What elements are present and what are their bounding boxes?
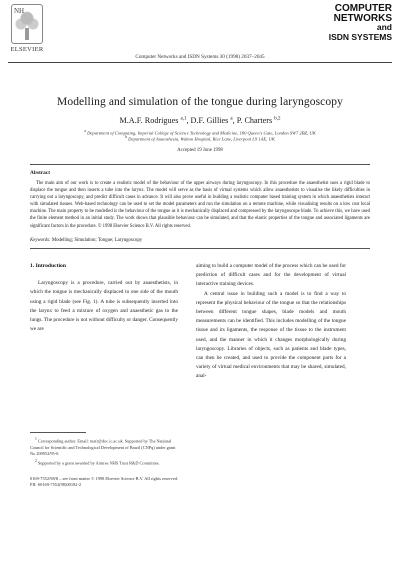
affiliation bbox=[30, 135, 370, 142]
abstract-top-rule bbox=[30, 164, 370, 165]
issn-block bbox=[30, 476, 290, 488]
journal-citation: Computer Networks and ISDN Systems 30 (1998) 2037–2045 bbox=[135, 54, 265, 60]
elsevier-logo-text: ELSEVIER bbox=[10, 46, 44, 53]
footnote bbox=[30, 436, 178, 457]
section-heading: 1. Introduction bbox=[30, 263, 66, 269]
pii-line: PII: S0169-7552(98)00182-2 bbox=[30, 482, 82, 488]
journal-logo bbox=[306, 4, 392, 42]
affiliation-mark: a bbox=[84, 129, 86, 133]
affiliation-mark: b bbox=[125, 135, 127, 139]
abstract-bottom-rule bbox=[30, 248, 370, 249]
keywords-label: Keywords: bbox=[30, 238, 51, 243]
article-title: Modelling and simulation of the tongue during laryngoscopy bbox=[57, 96, 343, 108]
body-paragraph: A central issue in building such a model is to find a way to represent the physical behaviour of the tongue so that the relationships between different tongue shapes, blade models and mouth measurements can be identified. This includes modelling of the tongue tissue and its ligaments, the response of the tissue to the instrument used, and the manner in which it changes morphologically during laryngoscopy. Libraries of objects, such as patients and blade types, can then be created, and used to provide the component parts for a variety of virtual medical environments that may be shared, simulated, anal- bbox=[196, 290, 346, 380]
elsevier-logo bbox=[8, 4, 46, 53]
journal-logo-line-3: and bbox=[376, 22, 392, 32]
keywords-list: Modelling; Simulation; Tongue; Laryngoscopy bbox=[51, 238, 143, 243]
footnote bbox=[30, 458, 178, 467]
issn-line: 0169-7552/98/$ – see front matter © 1998 Elsevier Science B.V. All rights reserved. bbox=[30, 476, 178, 481]
abstract-heading: Abstract bbox=[30, 170, 51, 176]
footnote-text: Corresponding author. Email: mafr@doc.ic.ac.uk. Supported by The National Council for Scientific and Technological Development of Brazil (CNPq) under grant No 200952/95-0. bbox=[30, 438, 176, 456]
footnote-rule bbox=[30, 432, 86, 433]
elsevier-tree-icon bbox=[11, 4, 43, 44]
affiliation-text: Department of Anaesthesia, Walton Hospital, Rice Lane, Liverpool L9 1AE, UK bbox=[128, 136, 275, 142]
left-column bbox=[30, 262, 178, 334]
body-paragraph: Laryngoscopy is a procedure, carried out by anaesthetists, in which the tongue is mechanically displaced to one side of the mouth using a rigid blade (see Fig. 1). A tube is subsequently inserted into the larynx to feed a mixture of oxygen and anaesthetic gas to the lungs. The procedure is not without difficulty or danger. Consequently we are bbox=[30, 280, 178, 333]
author-name: P. Charters bbox=[236, 116, 273, 125]
journal-logo-line-1: COMPUTER bbox=[334, 3, 392, 14]
author-affil-mark: b,2 bbox=[274, 116, 281, 122]
journal-logo-line-4: ISDN SYSTEMS bbox=[328, 31, 392, 42]
author-affil-mark: a,1 bbox=[180, 116, 187, 122]
author-name: M.A.F. Rodrigues bbox=[119, 116, 179, 125]
nh-mark: NH bbox=[14, 7, 25, 15]
affiliation-text: Department of Computing, Imperial College of Science Technology and Medicine, 180 Queen's Gate, London SW7 2BZ, UK bbox=[87, 130, 316, 136]
footnotes bbox=[30, 436, 178, 467]
journal-logo-line-2: NETWORKS bbox=[333, 12, 392, 24]
footnote-mark: 1 bbox=[35, 437, 37, 441]
footnote-mark: 2 bbox=[35, 458, 37, 463]
abstract-body: The main aim of our work is to create a realistic model of the behaviour of the upper airways during laryngoscopy. In this procedure the anaesthetist uses a rigid blade to displace the tongue and then inserts a tube into the larynx. The model will serve as the basis of virtual systems which allow anaesthetists to visualise the likely difficulties in carrying out a laryngoscopy, and predict difficult cases in advance. It will also prove useful in building a realistic computer based training system in which anaesthetists interact with simulated tissues. Web-based technology can be used to set the model parameters and run the simulation on a remote machine, while visualising results on a low cost local machine. The main property to be modelled is the behaviour of the tongue as it is mechanically displaced and compressed by the laryngoscope blade. To achieve this, we have used the finite element method in an initial study. The work shows that plausible behaviour can be simulated, and that the elastic properties of the tongue and associated ligaments are significant factors in the procedure. © 1998 Elsevier Science B.V. All rights reserved. bbox=[30, 181, 370, 229]
keywords-line bbox=[30, 238, 370, 243]
footnote-text: Supported by a grant awarded by Aintree NHS Trust R&D Committee. bbox=[37, 460, 160, 466]
right-column bbox=[196, 262, 346, 382]
author-list: M.A.F. Rodrigues $^{a,1}$, D.F. Gillies $^a$, P. Charters $^{b,2}$ bbox=[119, 116, 281, 125]
body-paragraph: aiming to build a computer model of the process which can be used for prediction of difficult cases and for the development of virtual interactive training devices. bbox=[196, 263, 346, 288]
accepted-date: Accepted 19 June 1998 bbox=[177, 148, 223, 153]
header-divider bbox=[8, 62, 392, 63]
author-name: D.F. Gillies bbox=[190, 116, 229, 125]
author-affil-mark: a bbox=[230, 116, 233, 122]
